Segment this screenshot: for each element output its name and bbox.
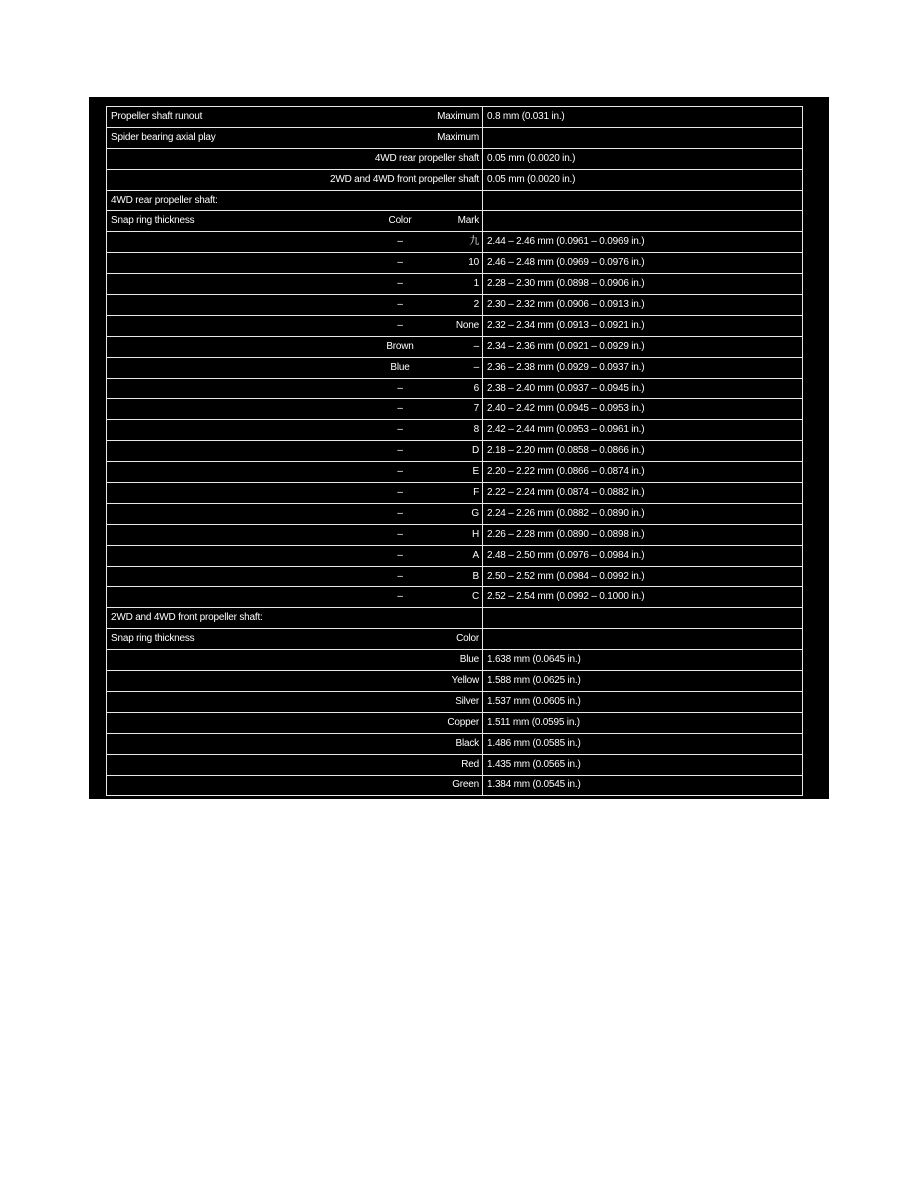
value-cell: 2.30 – 2.32 mm (0.0906 – 0.0913 in.): [483, 295, 803, 316]
value-cell: 1.537 mm (0.0605 in.): [483, 691, 803, 712]
mark-cell: E: [472, 466, 479, 478]
spec-qualifier: 4WD rear propeller shaft: [374, 152, 479, 164]
table-row: [107, 671, 803, 692]
mark-cell: A: [472, 549, 479, 561]
color-cell: Blue: [459, 654, 479, 666]
color-cell: –: [397, 298, 403, 310]
spec-qualifier: Maximum: [437, 131, 479, 143]
label-cell: [107, 378, 483, 399]
header-color: Color: [388, 215, 412, 227]
mark-cell: 6: [473, 382, 479, 394]
color-cell: –: [397, 528, 403, 540]
spec-label: Propeller shaft runout: [111, 110, 203, 122]
label-cell: [107, 190, 483, 211]
label-cell: [107, 629, 483, 650]
value-cell: 0.05 mm (0.0020 in.): [483, 148, 803, 169]
color-cell: –: [397, 236, 403, 248]
table-row: [107, 399, 803, 420]
color-cell: –: [397, 403, 403, 415]
table-row: [107, 733, 803, 754]
spec-qualifier: Maximum: [437, 110, 479, 122]
value-cell: 2.24 – 2.26 mm (0.0882 – 0.0890 in.): [483, 503, 803, 524]
color-cell: Silver: [455, 695, 479, 707]
color-cell: Yellow: [451, 674, 479, 686]
table-row: [107, 232, 803, 253]
value-cell: 0.8 mm (0.031 in.): [483, 107, 803, 128]
value-cell: 2.48 – 2.50 mm (0.0976 – 0.0984 in.): [483, 545, 803, 566]
label-cell: [107, 754, 483, 775]
label-cell: [107, 399, 483, 420]
color-cell: –: [397, 382, 403, 394]
label-cell: [107, 462, 483, 483]
mark-cell: 8: [473, 424, 479, 436]
color-cell: –: [397, 591, 403, 603]
mark-cell: G: [471, 507, 479, 519]
color-cell: Black: [455, 737, 479, 749]
value-cell: [483, 608, 803, 629]
label-cell: [107, 733, 483, 754]
table-row: [107, 315, 803, 336]
table-row: [107, 357, 803, 378]
spec-row: [107, 148, 803, 169]
value-cell: 2.46 – 2.48 mm (0.0969 – 0.0976 in.): [483, 253, 803, 274]
value-cell: 2.18 – 2.20 mm (0.0858 – 0.0866 in.): [483, 441, 803, 462]
color-cell: –: [397, 466, 403, 478]
value-cell: 1.511 mm (0.0595 in.): [483, 712, 803, 733]
label-cell: [107, 315, 483, 336]
table-row: [107, 253, 803, 274]
mark-cell: 1: [473, 278, 479, 290]
specification-panel: [89, 97, 829, 799]
table-row: [107, 274, 803, 295]
table-row: [107, 691, 803, 712]
label-cell: [107, 691, 483, 712]
mark-cell: 7: [473, 403, 479, 415]
color-cell: Red: [461, 758, 479, 770]
label-cell: [107, 441, 483, 462]
value-cell: 2.40 – 2.42 mm (0.0945 – 0.0953 in.): [483, 399, 803, 420]
color-cell: –: [397, 507, 403, 519]
label-cell: [107, 253, 483, 274]
value-cell: 2.22 – 2.24 mm (0.0874 – 0.0882 in.): [483, 483, 803, 504]
value-cell: 2.50 – 2.52 mm (0.0984 – 0.0992 in.): [483, 566, 803, 587]
mark-cell: 九: [469, 236, 479, 248]
value-cell: 2.20 – 2.22 mm (0.0866 – 0.0874 in.): [483, 462, 803, 483]
table-row: [107, 462, 803, 483]
color-cell: Brown: [386, 340, 414, 352]
mark-cell: –: [473, 340, 479, 352]
value-cell: 0.05 mm (0.0020 in.): [483, 169, 803, 190]
spec-row: [107, 127, 803, 148]
value-cell: 2.44 – 2.46 mm (0.0961 – 0.0969 in.): [483, 232, 803, 253]
value-cell: 2.38 – 2.40 mm (0.0937 – 0.0945 in.): [483, 378, 803, 399]
spec-row: [107, 169, 803, 190]
spec-row: [107, 107, 803, 128]
table-row: [107, 587, 803, 608]
spec-label: Spider bearing axial play: [111, 131, 216, 143]
mark-cell: 10: [468, 257, 479, 269]
mark-cell: –: [473, 361, 479, 373]
value-cell: [483, 190, 803, 211]
value-cell: 1.486 mm (0.0585 in.): [483, 733, 803, 754]
value-cell: 2.36 – 2.38 mm (0.0929 – 0.0937 in.): [483, 357, 803, 378]
header-color: Color: [456, 633, 479, 645]
color-cell: –: [397, 445, 403, 457]
table-row: [107, 775, 803, 796]
label-cell: [107, 671, 483, 692]
table-row: [107, 524, 803, 545]
table-row: [107, 441, 803, 462]
color-cell: –: [397, 570, 403, 582]
table-row: [107, 566, 803, 587]
spec-qualifier: 2WD and 4WD front propeller shaft: [329, 173, 479, 185]
mark-cell: F: [473, 486, 479, 498]
label-cell: [107, 127, 483, 148]
value-cell: 2.52 – 2.54 mm (0.0992 – 0.1000 in.): [483, 587, 803, 608]
value-cell: 2.42 – 2.44 mm (0.0953 – 0.0961 in.): [483, 420, 803, 441]
header-mark: Mark: [457, 215, 479, 227]
table-row: [107, 650, 803, 671]
label-cell: [107, 211, 483, 232]
mark-cell: H: [471, 528, 479, 540]
section-title: 2WD and 4WD front propeller shaft:: [111, 612, 263, 624]
label-cell: [107, 357, 483, 378]
table-header-row: [107, 629, 803, 650]
table-row: [107, 712, 803, 733]
color-cell: Green: [452, 779, 479, 791]
value-cell: 2.26 – 2.28 mm (0.0890 – 0.0898 in.): [483, 524, 803, 545]
label-cell: [107, 336, 483, 357]
color-cell: –: [397, 549, 403, 561]
label-cell: [107, 274, 483, 295]
label-cell: [107, 148, 483, 169]
label-cell: [107, 566, 483, 587]
specification-table: [106, 106, 803, 796]
header-label: Snap ring thickness: [111, 633, 195, 645]
section-title-row: [107, 608, 803, 629]
label-cell: [107, 107, 483, 128]
value-cell: [483, 629, 803, 650]
color-cell: –: [397, 486, 403, 498]
table-row: [107, 336, 803, 357]
table-row: [107, 378, 803, 399]
value-cell: 2.34 – 2.36 mm (0.0921 – 0.0929 in.): [483, 336, 803, 357]
label-cell: [107, 712, 483, 733]
mark-cell: 2: [473, 298, 479, 310]
label-cell: [107, 587, 483, 608]
label-cell: [107, 483, 483, 504]
value-cell: [483, 127, 803, 148]
table-header-row: [107, 211, 803, 232]
color-cell: –: [397, 319, 403, 331]
value-cell: 1.384 mm (0.0545 in.): [483, 775, 803, 796]
mark-cell: None: [455, 319, 479, 331]
value-cell: 2.28 – 2.30 mm (0.0898 – 0.0906 in.): [483, 274, 803, 295]
label-cell: [107, 169, 483, 190]
label-cell: [107, 545, 483, 566]
color-cell: –: [397, 424, 403, 436]
color-cell: –: [397, 257, 403, 269]
table-row: [107, 295, 803, 316]
label-cell: [107, 232, 483, 253]
table-row: [107, 420, 803, 441]
section-title: 4WD rear propeller shaft:: [111, 194, 218, 206]
table-row: [107, 545, 803, 566]
color-cell: Blue: [390, 361, 410, 373]
label-cell: [107, 608, 483, 629]
label-cell: [107, 295, 483, 316]
value-cell: 1.588 mm (0.0625 in.): [483, 671, 803, 692]
table-row: [107, 503, 803, 524]
value-cell: [483, 211, 803, 232]
color-cell: Copper: [447, 716, 479, 728]
mark-cell: D: [471, 445, 479, 457]
value-cell: 1.638 mm (0.0645 in.): [483, 650, 803, 671]
section-title-row: [107, 190, 803, 211]
label-cell: [107, 420, 483, 441]
label-cell: [107, 775, 483, 796]
table-row: [107, 483, 803, 504]
table-row: [107, 754, 803, 775]
value-cell: 2.32 – 2.34 mm (0.0913 – 0.0921 in.): [483, 315, 803, 336]
color-cell: –: [397, 278, 403, 290]
mark-cell: C: [471, 591, 479, 603]
header-label: Snap ring thickness: [111, 215, 195, 227]
mark-cell: B: [472, 570, 479, 582]
label-cell: [107, 524, 483, 545]
label-cell: [107, 650, 483, 671]
label-cell: [107, 503, 483, 524]
value-cell: 1.435 mm (0.0565 in.): [483, 754, 803, 775]
